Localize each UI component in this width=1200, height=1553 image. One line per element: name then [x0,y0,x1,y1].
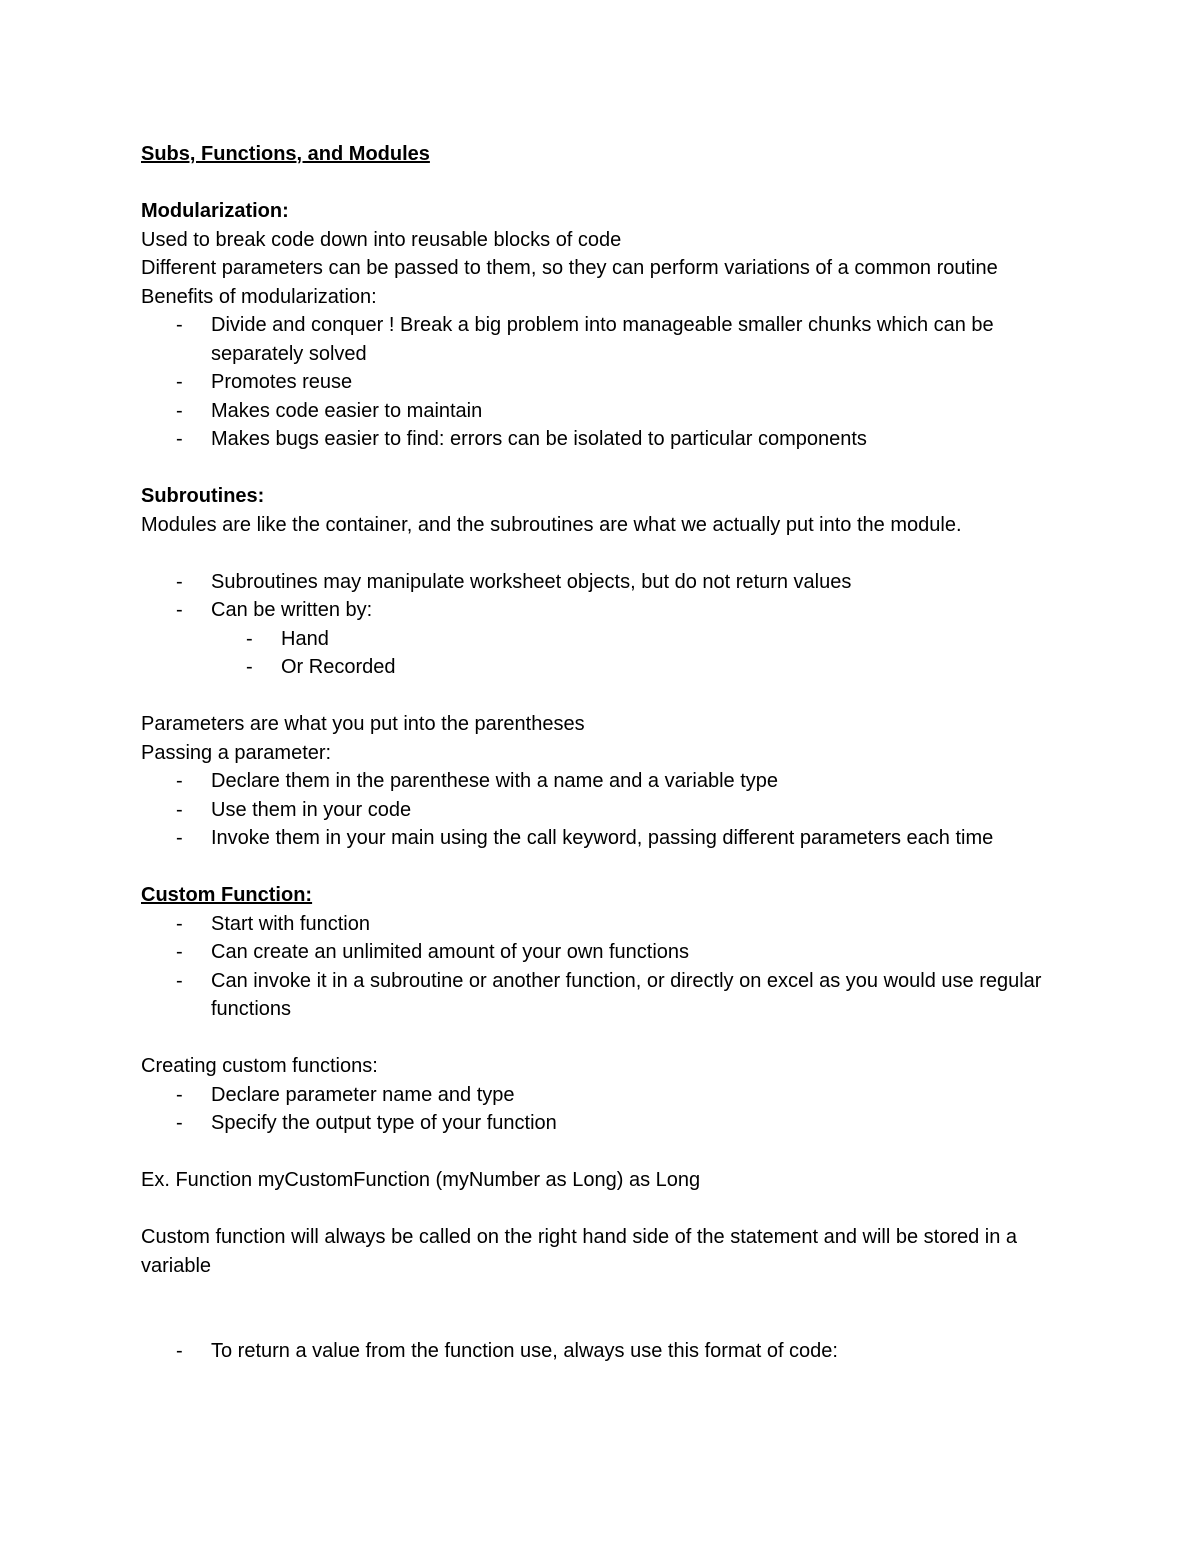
return-value-list [141,1337,1071,1366]
custom-function-heading: Custom Function: [141,884,313,906]
paragraph-line: Parameters are what you put into the parentheses [141,713,585,735]
list-item: - Hand [141,625,1071,654]
passing-parameter-list [141,767,1071,853]
subroutines-heading: Subroutines: [141,485,265,507]
spacer [141,454,1071,483]
list-item: - Declare them in the parenthese with a name and a variable type [141,767,1071,796]
list-item: - Invoke them in your main using the call keyword, passing different parameters each time [141,824,1071,853]
list-item: - Or Recorded [141,653,1071,682]
spacer [141,1280,1071,1337]
spacer [141,682,1071,711]
custom-function-list [141,910,1071,1024]
subroutines-list [141,568,1071,625]
spacer [141,169,1071,198]
list-item: - To return a value from the function use, always use this format of code: [141,1337,1071,1366]
paragraph-line: Creating custom functions: [141,1055,378,1077]
paragraph-line: Modules are like the container, and the subroutines are what we actually put into the module. [141,513,962,536]
paragraph-line: Passing a parameter: [141,741,332,764]
paragraph-line: Used to break code down into reusable blocks of code [141,228,622,251]
list-item: - Declare parameter name and type [141,1081,1071,1110]
spacer [141,539,1071,568]
example-line: Ex. Function myCustomFunction (myNumber as Long) as Long [141,1169,701,1191]
list-item: - Promotes reuse [141,368,1071,397]
list-item: - Specify the output type of your function [141,1109,1071,1138]
list-item: - Subroutines may manipulate worksheet objects, but do not return values [141,568,1071,597]
list-item: - Can create an unlimited amount of your own functions [141,938,1071,967]
list-item: - Can invoke it in a subroutine or another function, or directly on excel as you would use regular functions [141,967,1071,1024]
paragraph-line: Benefits of modularization: [141,285,377,308]
document-body [141,140,1071,1366]
subroutines-sub-list [141,625,1071,682]
paragraph-line: Custom function will always be called on the right hand side of the statement and will be stored in a variable [141,1226,1018,1277]
paragraph-line: Different parameters can be passed to them, so they can perform variations of a common routine [141,257,998,279]
document-title: Subs, Functions, and Modules [141,143,430,165]
creating-functions-list [141,1081,1071,1138]
list-item: - Divide and conquer ! Break a big problem into manageable smaller chunks which can be separately solved [141,311,1071,368]
spacer [141,1195,1071,1224]
spacer [141,1024,1071,1053]
modularization-heading: Modularization: [141,200,289,222]
list-item: - Use them in your code [141,796,1071,825]
spacer [141,853,1071,882]
list-item: - Start with function [141,910,1071,939]
spacer [141,1138,1071,1167]
list-item: - Can be written by: [141,596,1071,625]
modularization-benefits-list [141,311,1071,454]
list-item: - Makes code easier to maintain [141,397,1071,426]
list-item: - Makes bugs easier to find: errors can be isolated to particular components [141,425,1071,454]
